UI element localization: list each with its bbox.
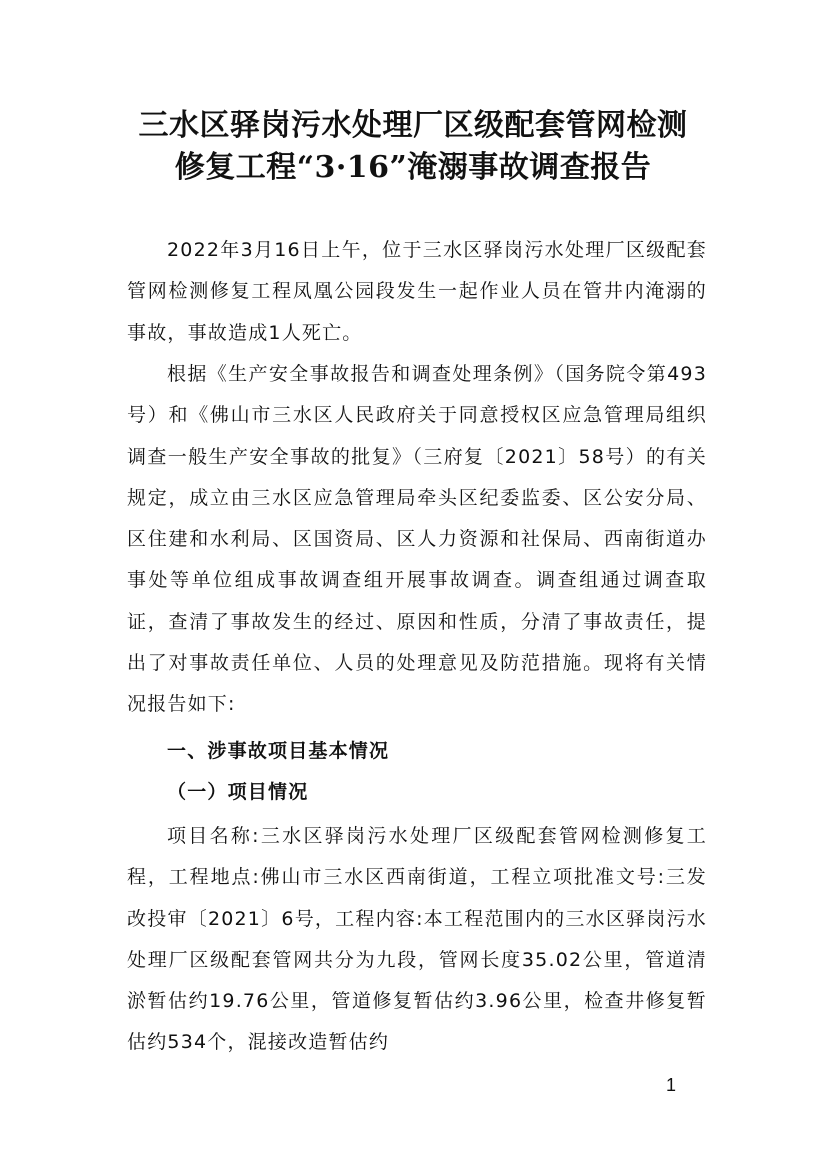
page-number: 1 [666,1075,677,1095]
subsection-heading: （一）项目情况 [167,781,309,803]
intro-paragraph: 2022年3月16日上午，位于三水区驿岗污水处理厂区级配套管网检测修复工程凤凰公园段发生一起作业人员在管井内淹溺的事故，事故造成1人死亡。 [127,239,707,344]
project-paragraph: 项目名称:三水区驿岗污水处理厂区级配套管网检测修复工程，工程地点:佛山市三水区西南街道，工程立项批准文号:三发改投审〔2021〕6号，工程内容:本工程范围内的三水区驿岗污水处理厂区级配套管网共分为九段，管网长度35.02公里，管道清淤暂估约19.76公里，管道修复暂估约3.96公里，检查井修复暂估约534个，混接改造暂估约 [127,825,707,1054]
section-heading: 一、涉事故项目基本情况 [167,740,390,762]
document-title-line-2: 修复工程“3·16”淹溺事故调查报告 [174,150,652,185]
document-title-line-1: 三水区驿岗污水处理厂区级配套管网检测 [138,108,688,143]
legal-basis-paragraph: 根据《生产安全事故报告和调查处理条例》（国务院令第493号）和《佛山市三水区人民政府关于同意授权区应急管理局组织调查一般生产安全事故的批复》（三府复〔2021〕58号）的有关规定，成立由三水区应急管理局牵头区纪委监委、区公安分局、区住建和水利局、区国资局、区人力资源和社保局、西南街道办事处等单位组成事故调查组开展事故调查。调查组通过调查取证，查清了事故发生的经过、原因和性质，分清了事故责任，提出了对事故责任单位、人员的处理意见及防范措施。现将有关情况报告如下: [127,363,707,716]
